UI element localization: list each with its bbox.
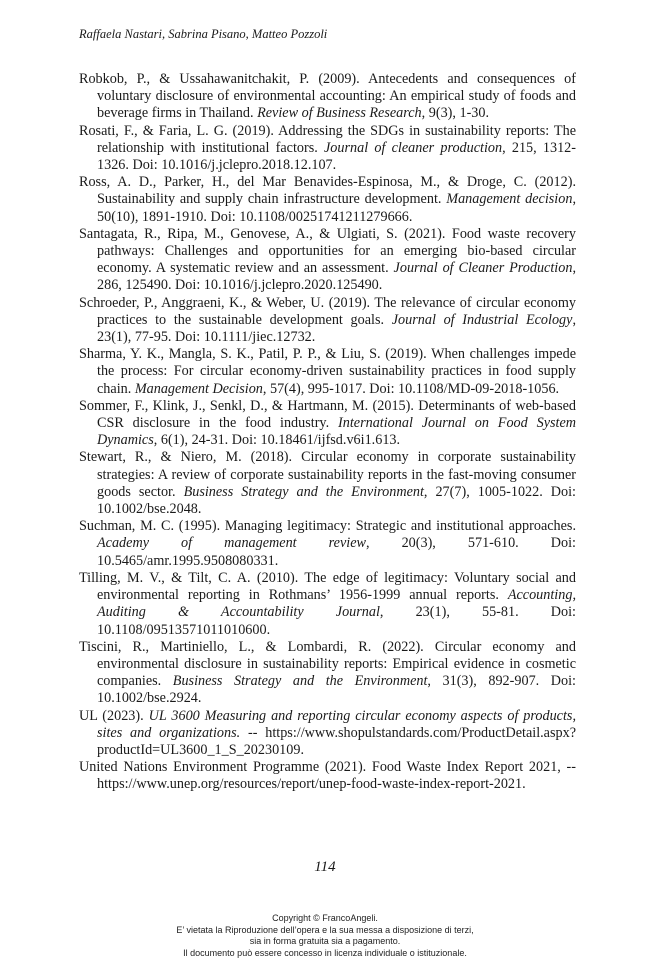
reference-text: Tilling, M. V., & Tilt, C. A. (2010). The edge of legitimacy: Voluntary social and environmental reporting in Rothmans’ 1956-1999 annual reports.	[79, 569, 576, 604]
reference-journal: Journal of cleaner production	[324, 139, 503, 156]
reference-journal: Journal of Cleaner Production	[393, 260, 573, 277]
reference-journal: Accounting, Auditing & Accountability Journal	[97, 587, 576, 621]
reference-entry	[79, 570, 576, 639]
reference-details: , 286, 125490. Doi: 10.1016/j.jclepro.2020.125490.	[97, 260, 576, 294]
reference-journal: Management Decision	[134, 380, 263, 397]
page-number: 114	[314, 859, 336, 875]
reference-entry	[79, 346, 576, 398]
reference-entry	[79, 759, 576, 793]
reference-text: Rosati, F., & Faria, L. G. (2019). Addressing the SDGs in sustainability reports: The relationship with institutional factors.	[79, 122, 576, 156]
reference-entry	[79, 398, 576, 450]
reference-text: United Nations Environment Programme (2021). Food Waste Index Report 2021, -- https://www.unep.org/resources/report/unep-food-waste-index-report-2021.	[79, 759, 576, 793]
reference-journal: Review of Business Research	[257, 105, 422, 122]
footer-notice-line: sia in forma gratuita sia a pagamento.	[249, 936, 401, 946]
reference-details: , 215, 1312-1326. Doi: 10.1016/j.jclepro.2018.12.107.	[97, 139, 576, 174]
reference-details: , 50(10), 1891-1910. Doi: 10.1108/00251741211279666.	[97, 191, 576, 225]
reference-journal: Management decision	[446, 191, 573, 208]
reference-text: Santagata, R., Ripa, M., Genovese, A., & Ulgiati, S. (2021). Food waste recovery pathways: Challenges and opportunities for an emerging bio-based circular economy. A systematic review and an assessment.	[79, 225, 576, 277]
reference-text: Schroeder, P., Anggraeni, K., & Weber, U. (2019). The relevance of circular economy practices to the sustainable development goals.	[79, 294, 576, 328]
reference-text: Stewart, R., & Niero, M. (2018). Circular economy in corporate sustainability strategies: A review of corporate sustainability reports in the fast-moving consumer goods sector.	[79, 449, 576, 500]
reference-journal: International Journal on Food System Dynamics	[97, 415, 576, 449]
reference-text: Tiscini, R., Martiniello, L., & Lombardi, R. (2022). Circular economy and environmental disclosure in sustainability reports: Empirical evidence in cosmetic companies.	[79, 638, 576, 690]
reference-text: Robkob, P., & Ussahawanitchakit, P. (2009). Antecedents and consequences of voluntary disclosure of environmental accounting: An empirical study of foods and beverage firms in Thailand.	[79, 71, 576, 122]
footer-copyright-line: Copyright © FrancoAngeli.	[272, 913, 378, 923]
reference-journal: Business Strategy and the Environment	[172, 673, 428, 690]
reference-entry	[79, 71, 576, 123]
reference-entry	[79, 226, 576, 295]
reference-journal: Business Strategy and the Environment	[183, 483, 424, 500]
reference-text: Sommer, F., Klink, J., Senkl, D., & Hartmann, M. (2015). Determinants of web-based CSR disclosure in the food industry.	[79, 397, 576, 432]
reference-entry	[79, 639, 576, 708]
reference-entry	[79, 174, 576, 226]
reference-journal: Academy of management review	[97, 535, 366, 552]
reference-details: -- https://www.shopulstandards.com/ProductDetail.aspx?productId=UL3600_1_S_20230109.	[97, 724, 576, 758]
reference-details: , 27(7), 1005-1022. Doi: 10.1002/bse.2048.	[97, 483, 576, 518]
reference-text: Ross, A. D., Parker, H., del Mar Benavides-Espinosa, M., & Droge, C. (2012). Sustainability and supply chain infrastructure development.	[79, 174, 576, 208]
reference-journal: Journal of Industrial Ecology	[391, 311, 573, 328]
running-header-authors: Raffaela Nastari, Sabrina Pisano, Matteo Pozzoli	[79, 27, 328, 41]
reference-text: Sharma, Y. K., Mangla, S. K., Patil, P. P., & Liu, S. (2019). When challenges impede the process: For circular economy-driven sustainability practices in food supply chain.	[79, 346, 576, 397]
reference-details: , 57(4), 995-1017. Doi: 10.1108/MD-09-2018-1056.	[262, 380, 560, 397]
reference-journal: UL 3600 Measuring and reporting circular economy aspects of products, sites and organizations.	[97, 707, 576, 741]
reference-list	[79, 71, 576, 794]
reference-details: , 9(3), 1-30.	[421, 105, 490, 122]
reference-details: , 31(3), 892-907. Doi: 10.1002/bse.2924.	[97, 673, 577, 707]
reference-entry	[79, 295, 576, 347]
reference-details: , 23(1), 77-95. Doi: 10.1111/jiec.12732.	[97, 311, 576, 346]
reference-entry	[79, 518, 576, 570]
reference-entry	[79, 708, 576, 760]
reference-entry	[79, 449, 576, 518]
reference-entry	[79, 123, 576, 175]
reference-text: UL (2023).	[79, 707, 149, 724]
footer-notice-line: E’ vietata la Riproduzione dell’opera e la sua messa a disposizione di terzi,	[176, 924, 474, 935]
reference-details: , 23(1), 55-81. Doi: 10.1108/09513571011010600.	[97, 604, 576, 638]
copyright-footer	[0, 913, 650, 959]
footer-license-line: Il documento può essere concesso in licenza individuale o istituzionale.	[183, 947, 467, 958]
reference-details: , 6(1), 24-31. Doi: 10.18461/ijfsd.v6i1.613.	[153, 432, 401, 449]
reference-text: Suchman, M. C. (1995). Managing legitimacy: Strategic and institutional approaches.	[79, 518, 576, 535]
reference-details: , 20(3), 571-610. Doi: 10.5465/amr.1995.9508080331.	[97, 535, 576, 569]
